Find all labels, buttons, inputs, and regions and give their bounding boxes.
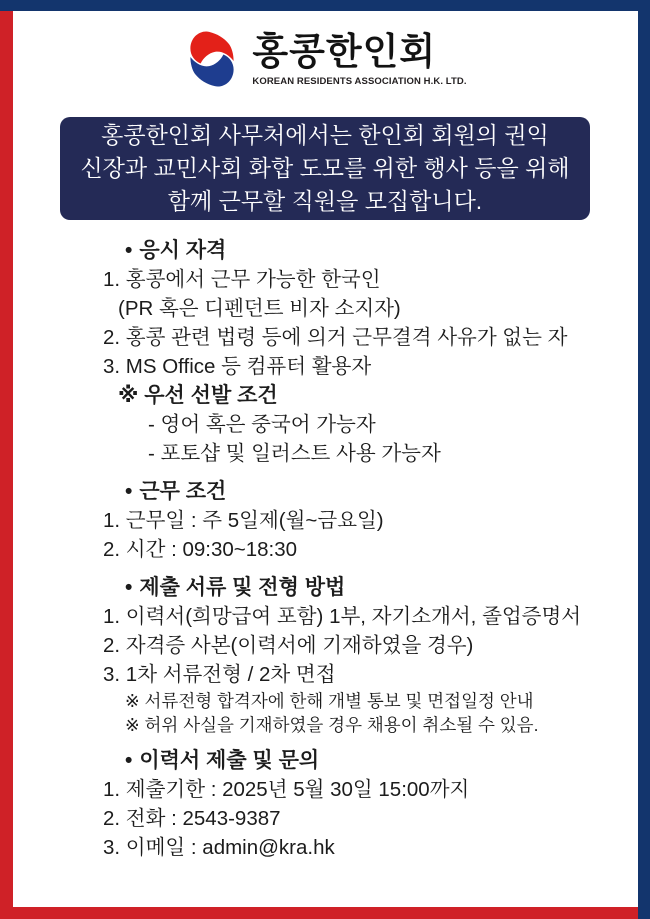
bullet-icon: •: [125, 576, 133, 599]
text-line: (PR 혹은 디펜던트 비자 소지자): [118, 297, 401, 320]
text-line: 1. 이력서(희망급여 포함) 1부, 자기소개서, 졸업증명서: [103, 605, 582, 628]
section-eligibility: [103, 236, 630, 468]
frame-border-bottom: [0, 907, 638, 919]
banner-line: 홍콩한인회 사무처에서는 한인회 회원의 권익: [101, 122, 549, 148]
banner-line: 신장과 교민사회 화합 도모를 위한 행사 등을 위해: [80, 155, 570, 181]
text-line: 1. 제출기한 : 2025년 5월 30일 15:00까지: [103, 778, 470, 801]
text-line: ※ 서류전형 합격자에 한해 개별 통보 및 면접일정 안내: [125, 691, 534, 711]
section-title: 이력서 제출 및 문의: [139, 749, 320, 772]
section-title: 제출 서류 및 전형 방법: [139, 576, 346, 599]
announcement-banner: [60, 117, 590, 220]
bullet-icon: •: [125, 239, 133, 262]
text-line: 1. 홍콩에서 근무 가능한 한국인: [103, 268, 381, 291]
section-heading: [103, 236, 630, 265]
section-heading: [103, 477, 630, 506]
text-line: 2. 자격증 사본(이력서에 기재하였을 경우): [103, 634, 474, 657]
text-line: 3. MS Office 등 컴퓨터 활용자: [103, 355, 372, 378]
section-heading: [103, 573, 630, 602]
section-title: 응시 자격: [139, 239, 227, 262]
frame-border-right: [638, 0, 650, 919]
bullet-icon: •: [125, 480, 133, 503]
text-line: - 영어 혹은 중국어 가능자: [148, 413, 376, 436]
frame-border-top: [0, 0, 650, 11]
section-title: 근무 조건: [139, 480, 227, 503]
section-documents-and-screening: [103, 573, 630, 737]
text-line: - 포토샵 및 일러스트 사용 가능자: [148, 442, 441, 465]
text-line: 2. 시간 : 09:30~18:30: [103, 538, 298, 561]
text-line: 2. 전화 : 2543-9387: [103, 807, 281, 830]
section-heading: [103, 746, 630, 775]
text-line: 3. 1차 서류전형 / 2차 면접: [103, 663, 336, 686]
taegeuk-swirl-icon: [183, 26, 241, 92]
text-line: ※ 허위 사실을 기재하였을 경우 채용이 취소될 수 있음.: [125, 715, 539, 735]
content-sections: [103, 236, 630, 862]
text-line: ※ 우선 선발 조건: [118, 384, 278, 407]
logo-subtitle: KOREAN RESIDENTS ASSOCIATION H.K. LTD.: [252, 76, 467, 87]
banner-line: 함께 근무할 직원을 모집합니다.: [167, 188, 483, 214]
text-line: 3. 이메일 : admin@kra.hk: [103, 836, 335, 859]
section-work-conditions: [103, 477, 630, 564]
bullet-icon: •: [125, 749, 133, 772]
text-line: 2. 홍콩 관련 법령 등에 의거 근무결격 사유가 없는 자: [103, 326, 568, 349]
frame-border-left: [0, 11, 13, 919]
logo-title: 홍콩한인회: [252, 31, 437, 72]
text-line: 1. 근무일 : 주 5일제(월~금요일): [103, 509, 384, 532]
section-submission-and-contact: [103, 746, 630, 862]
association-logo: [0, 26, 650, 92]
